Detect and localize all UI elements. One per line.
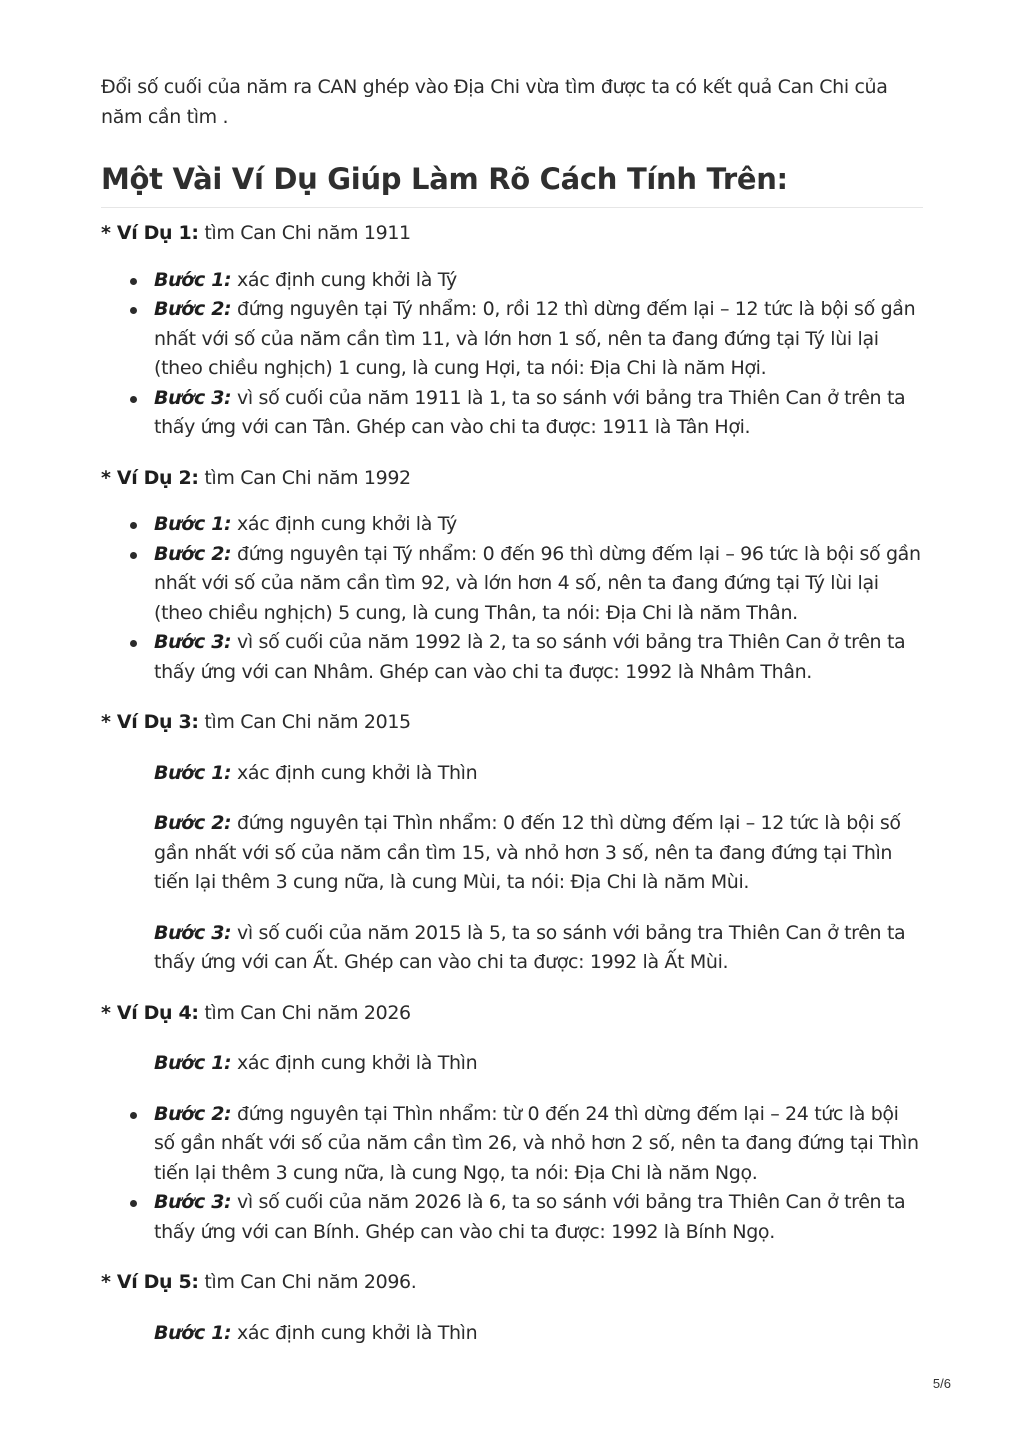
example-text: tìm Can Chi năm 2015 xyxy=(198,711,411,733)
example-heading xyxy=(101,999,923,1029)
step-label: Bước 2: xyxy=(154,1102,232,1125)
step-item xyxy=(154,1100,923,1189)
step-item xyxy=(154,295,923,384)
step-item xyxy=(154,510,923,540)
example-3 xyxy=(101,708,923,978)
step-text: xác định cung khởi là Thìn xyxy=(231,1321,478,1344)
step-text: vì số cuối của năm 1992 là 2, ta so sánh với bảng tra Thiên Can ở trên ta thấy ứng với can Nhâm. Ghép can vào chi ta được: 1992 là Nhâm Thân. xyxy=(154,631,906,683)
step-text: đứng nguyên tại Tý nhẩm: 0, rồi 12 thì dừng đếm lại – 12 tức là bội số gần nhất với số của năm cần tìm 11, và lớn hơn 1 số, nên ta đang đứng tại Tý lùi lại (theo chiều nghịch) 1 cung, là cung Hợi, ta nói: Địa Chi là năm Hợi. xyxy=(154,298,916,379)
step-paragraph xyxy=(101,809,923,898)
step-label: Bước 2: xyxy=(154,812,232,834)
step-paragraph xyxy=(101,919,923,978)
step-paragraph xyxy=(101,1049,923,1079)
example-text: tìm Can Chi năm 1992 xyxy=(198,466,411,489)
example-text: tìm Can Chi năm 1911 xyxy=(198,222,411,244)
example-label: * Ví Dụ 4: xyxy=(101,1001,199,1024)
page-number: 5/6 xyxy=(932,1376,951,1391)
step-label: Bước 3: xyxy=(154,631,232,653)
example-label: * Ví Dụ 2: xyxy=(101,466,199,489)
example-heading xyxy=(101,708,923,738)
example-heading xyxy=(101,464,923,494)
example-label: * Ví Dụ 1: xyxy=(101,222,199,244)
step-text: vì số cuối của năm 1911 là 1, ta so sánh với bảng tra Thiên Can ở trên ta thấy ứng với can Tân. Ghép can vào chi ta được: 1911 là Tân Hợi. xyxy=(154,386,906,438)
step-text: xác định cung khởi là Tý xyxy=(231,513,457,535)
step-label: Bước 2: xyxy=(154,298,232,320)
step-label: Bước 3: xyxy=(154,386,232,409)
step-item xyxy=(154,540,923,629)
step-text: vì số cuối của năm 2015 là 5, ta so sánh với bảng tra Thiên Can ở trên ta thấy ứng với can Ất. Ghép can vào chi ta được: 1992 là Ất Mùi. xyxy=(154,921,906,973)
example-text: tìm Can Chi năm 2096. xyxy=(198,1271,417,1293)
example-text: tìm Can Chi năm 2026 xyxy=(198,1001,411,1024)
step-item xyxy=(154,628,923,687)
example-heading xyxy=(101,1268,923,1298)
step-label: Bước 3: xyxy=(154,1191,232,1213)
step-text: xác định cung khởi là Tý xyxy=(231,268,457,291)
example-label: * Ví Dụ 5: xyxy=(101,1271,199,1293)
example-4 xyxy=(101,999,923,1248)
example-2 xyxy=(101,464,923,688)
step-text: xác định cung khởi là Thìn xyxy=(231,761,478,784)
example-5 xyxy=(101,1268,923,1348)
step-label: Bước 1: xyxy=(154,1052,232,1074)
document-page xyxy=(101,73,923,1369)
step-list xyxy=(101,510,923,687)
step-label: Bước 2: xyxy=(154,542,232,565)
step-text: đứng nguyên tại Tý nhẩm: 0 đến 96 thì dừng đếm lại – 96 tức là bội số gần nhất với số của năm cần tìm 92, và lớn hơn 4 số, nên ta đang đứng tại Tý lùi lại (theo chiều nghịch) 5 cung, là cung Thân, ta nói: Địa Chi là năm Thân. xyxy=(154,542,921,624)
step-list xyxy=(101,1100,923,1248)
step-text: đứng nguyên tại Thìn nhẩm: từ 0 đến 24 thì dừng đếm lại – 24 tức là bội số gần nhất với số của năm cần tìm 26, và nhỏ hơn 2 số, nên ta đang đứng tại Thìn tiến lại thêm 3 cung nữa, là cung Ngọ, ta nói: Địa Chi là năm Ngọ. xyxy=(154,1102,919,1184)
step-item xyxy=(154,1188,923,1247)
step-text: vì số cuối của năm 2026 là 6, ta so sánh với bảng tra Thiên Can ở trên ta thấy ứng với can Bính. Ghép can vào chi ta được: 1992 là Bính Ngọ. xyxy=(154,1191,906,1243)
step-list xyxy=(101,266,923,443)
example-heading xyxy=(101,219,923,249)
step-paragraph xyxy=(101,759,923,789)
step-label: Bước 1: xyxy=(154,268,232,291)
step-paragraph xyxy=(101,1319,923,1349)
step-label: Bước 1: xyxy=(154,513,232,535)
step-item xyxy=(154,384,923,443)
example-label: * Ví Dụ 3: xyxy=(101,711,199,733)
example-1 xyxy=(101,219,923,443)
step-text: đứng nguyên tại Thìn nhẩm: 0 đến 12 thì dừng đếm lại – 12 tức là bội số gần nhất với số của năm cần tìm 15, và nhỏ hơn 3 số, nên ta đang đứng tại Thìn tiến lại thêm 3 cung nữa, là cung Mùi, ta nói: Địa Chi là năm Mùi. xyxy=(154,812,901,893)
step-text: xác định cung khởi là Thìn xyxy=(231,1052,478,1074)
step-label: Bước 1: xyxy=(154,1321,232,1344)
step-label: Bước 1: xyxy=(154,761,232,784)
intro-paragraph: Đổi số cuối của năm ra CAN ghép vào Địa Chi vừa tìm được ta có kết quả Can Chi của năm cần tìm . xyxy=(101,76,888,128)
section-heading: Một Vài Ví Dụ Giúp Làm Rõ Cách Tính Trên: xyxy=(101,159,923,208)
step-label: Bước 3: xyxy=(154,921,232,944)
step-item xyxy=(154,266,923,296)
